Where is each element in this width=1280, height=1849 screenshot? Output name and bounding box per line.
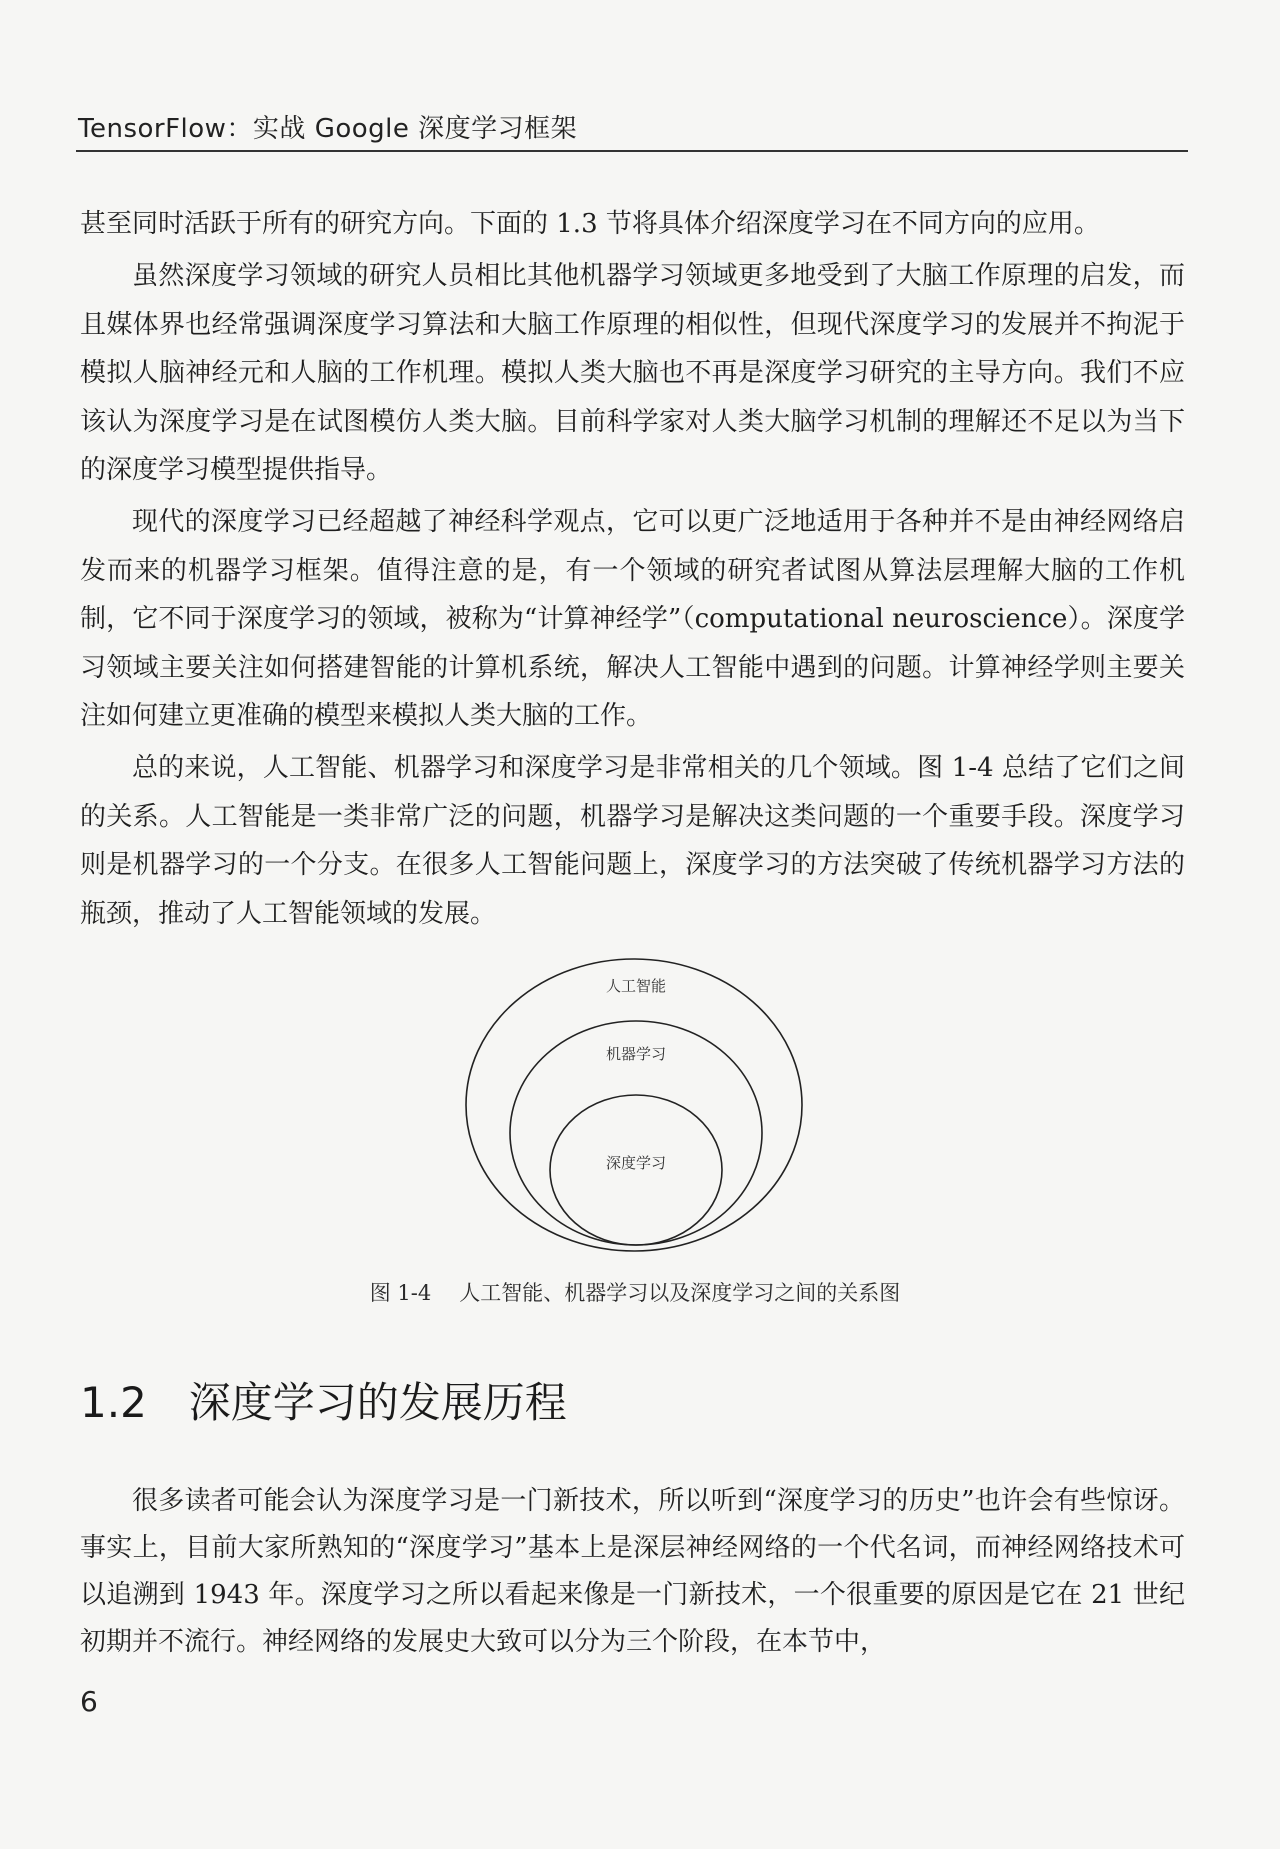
caption-text: 人工智能、机器学习以及深度学习之间的关系图 <box>459 1281 901 1305</box>
paragraph: 很多读者可能会认为深度学习是一门新技术，所以听到“深度学习的历史”也许会有些惊讶。事实上，目前大家所熟知的“深度学习”基本上是深层神经网络的一个代名词，而神经网络技术可以追溯到 1943 年。深度学习之所以看起来像是一门新技术，一个很重要的原因是它在 21 世纪初期并不流行。神经网络的发展史大致可以分为三个阶段，在本节中， <box>80 1486 1185 1657</box>
ai-label: 人工智能 <box>605 977 667 995</box>
figure-caption <box>0 1277 1270 1307</box>
ai-circle <box>466 959 802 1251</box>
running-header: TensorFlow：实战 Google 深度学习框架 <box>78 114 578 144</box>
body-text <box>80 200 1185 938</box>
paragraph: 甚至同时活跃于所有的研究方向。下面的 1.3 节将具体介绍深度学习在不同方向的应用。 <box>80 209 1100 239</box>
section-heading <box>80 1370 567 1430</box>
figure-nested-circles <box>454 955 814 1255</box>
section-number: 1.2 <box>80 1378 147 1427</box>
header-rule <box>76 150 1188 152</box>
paragraph: 总的来说，人工智能、机器学习和深度学习是非常相关的几个领域。图 1-4 总结了它们之间的关系。人工智能是一类非常广泛的问题，机器学习是解决这类问题的一个重要手段。深度学习则是机器学习的一个分支。在很多人工智能问题上，深度学习的方法突破了传统机器学习方法的瓶颈，推动了人工智能领域的发展。 <box>80 753 1185 929</box>
section-title: 深度学习的发展历程 <box>188 1378 567 1427</box>
paragraph: 虽然深度学习领域的研究人员相比其他机器学习领域更多地受到了大脑工作原理的启发，而且媒体界也经常强调深度学习算法和大脑工作原理的相似性，但现代深度学习的发展并不拘泥于模拟人脑神经元和人脑的工作机理。模拟人类大脑也不再是深度学习研究的主导方向。我们不应该认为深度学习是在试图模仿人类大脑。目前科学家对人类大脑学习机制的理解还不足以为当下的深度学习模型提供指导。 <box>80 261 1185 486</box>
paragraph: 现代的深度学习已经超越了神经科学观点，它可以更广泛地适用于各种并不是由神经网络启发而来的机器学习框架。值得注意的是，有一个领域的研究者试图从算法层理解大脑的工作机制，它不同于深度学习的领域，被称为“计算神经学”（computational neuroscience）。深度学习领域主要关注如何搭建智能的计算机系统，解决人工智能中遇到的问题。计算神经学则主要关注如何建立更准确的模型来模拟人类大脑的工作。 <box>80 507 1185 732</box>
ml-label: 机器学习 <box>605 1045 667 1063</box>
dl-label: 深度学习 <box>605 1154 667 1172</box>
page-number: 6 <box>80 1685 98 1718</box>
nested-circles-diagram <box>454 955 814 1255</box>
section-body <box>80 1478 1185 1666</box>
caption-number: 图 1-4 <box>369 1281 432 1305</box>
